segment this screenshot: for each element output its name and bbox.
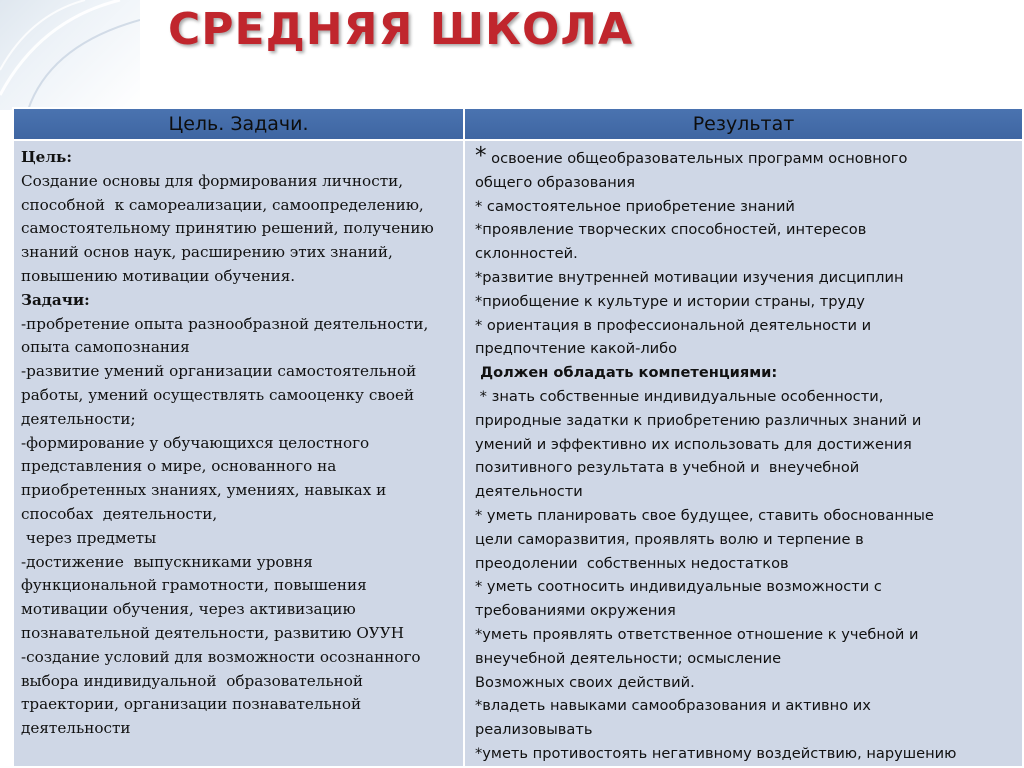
goals-line: Цель:	[21, 148, 72, 166]
header-result: Результат	[464, 108, 1023, 140]
header-goals: Цель. Задачи.	[13, 108, 464, 140]
goals-line: Создание основы для формирования личности,	[21, 171, 404, 190]
goals-line: знаний основ наук, расширению этих знаний,	[21, 243, 393, 262]
goals-line: -достижение выпускниками уровня	[21, 552, 313, 571]
goals-line: способах деятельности,	[21, 504, 218, 523]
result-line: умений и эффективно их использовать для достижения	[475, 435, 912, 453]
goals-line: повышению мотивации обучения.	[21, 266, 296, 285]
goals-line: познавательной деятельности, развитию ОУУН	[21, 623, 404, 642]
result-line: * уметь планировать свое будущее, ставить обоснованные	[475, 506, 934, 524]
result-line: внеучебной деятельности; осмысление	[475, 649, 782, 667]
result-line: * знать собственные индивидуальные особенности,	[475, 387, 884, 405]
result-line: * ориентация в профессиональной деятельности и	[475, 316, 872, 334]
goals-line: деятельности	[21, 719, 131, 738]
result-line: Должен обладать компетенциями:	[475, 364, 778, 382]
goals-line: деятельности;	[21, 409, 136, 428]
result-line: *проявление творческих способностей, интересов	[475, 221, 867, 239]
result-text	[465, 141, 1022, 766]
goals-line: выбора индивидуальной образовательной	[21, 671, 364, 690]
goals-line: -пробретение опыта разнообразной деятельности,	[21, 314, 429, 333]
goals-line: способной к самореализации, самоопределению,	[21, 195, 424, 214]
result-line: * уметь соотносить индивидуальные возможности с	[475, 578, 882, 596]
goals-line: -формирование у обучающихся целостного	[21, 433, 370, 452]
result-first-text: освоение общеобразовательных программ основного	[486, 150, 908, 167]
result-line: склонностей.	[475, 245, 578, 263]
goals-line: функциональной грамотности, повышения	[21, 576, 367, 595]
goals-line: мотивации обучения, через активизацию	[21, 600, 356, 619]
goals-cell	[13, 140, 464, 767]
result-line: позитивного результата в учебной и внеучебной	[475, 459, 860, 477]
corner-decoration	[0, 0, 140, 110]
result-line: * самостоятельное приобретение знаний	[475, 197, 795, 215]
goals-text	[14, 141, 463, 741]
result-line: *уметь проявлять ответственное отношение к учебной и	[475, 625, 919, 643]
bullet-star: *	[475, 143, 487, 169]
goals-line: Задачи:	[21, 290, 90, 309]
goals-line: самостоятельному принятию решений, получению	[21, 219, 434, 238]
result-line: цели саморазвития, проявлять волю и терпение в	[475, 530, 864, 548]
result-line: *развитие внутренней мотивации изучения дисциплин	[475, 268, 904, 286]
goals-line: опыта самопознания	[21, 338, 190, 357]
goals-line: приобретенных знаниях, умениях, навыках и	[21, 481, 387, 500]
goals-line: работы, умений осуществлять самооценку своей	[21, 385, 415, 404]
result-line: *уметь противостоять негативному воздействию, нарушению	[475, 744, 957, 762]
result-cell	[464, 140, 1023, 767]
goals-line: траектории, организации познавательной	[21, 695, 362, 714]
result-line: Возможных своих действий.	[475, 673, 695, 691]
result-line: преодолении собственных недостатков	[475, 554, 789, 572]
result-line: *приобщение к культуре и истории страны, труду	[475, 292, 865, 310]
result-line: предпочтение какой-либо	[475, 340, 678, 358]
result-line: требованиями окружения	[475, 602, 676, 620]
result-first-line	[475, 144, 1018, 171]
table-body-row	[13, 140, 1023, 767]
goals-line: -создание условий для возможности осознанного	[21, 647, 421, 666]
goals-line: представления о мире, основанного на	[21, 457, 337, 476]
slide-title: СРЕДНЯЯ ШКОЛА	[168, 4, 634, 55]
decorative-arcs-icon	[0, 0, 140, 110]
table-header-row	[13, 108, 1023, 140]
result-line: реализовывать	[475, 721, 593, 739]
result-line: природные задатки к приобретению различных знаний и	[475, 411, 922, 429]
goals-results-table	[12, 107, 1024, 768]
goals-line: через предметы	[21, 528, 157, 547]
result-line: деятельности	[475, 483, 583, 501]
goals-line: -развитие умений организации самостоятельной	[21, 362, 417, 381]
result-line: общего образования	[475, 173, 636, 191]
result-line: *владеть навыками самообразования и активно их	[475, 697, 871, 715]
